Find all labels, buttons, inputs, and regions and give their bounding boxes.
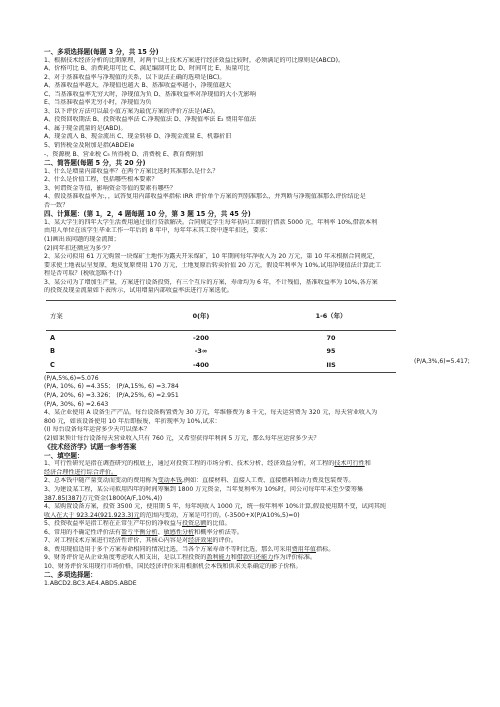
answer-line	[44, 460, 462, 469]
question-text: (1)画出该问题的现金流图；	[44, 236, 120, 244]
answer-text: 3、为建设某工程，某公司拟用四年的时间筹集到 1800 万元资金，当年复利率为 10%时，问公司每年年末至少要筹集	[44, 485, 364, 493]
table-header-cell: 1-6（年）	[266, 300, 396, 330]
answer-text: 1、可行性研究是指在调查研究的根底上，通过对投资工程的市场分析、技术分析、经济效益分析，对工程的	[44, 460, 335, 468]
answer-section-fill: 一、填空题：	[44, 451, 84, 460]
question-options: A、现金流入 B、现金流出 C、现金转移 D、净现金流量 E、机器折旧	[44, 133, 232, 141]
table-cell: 95	[326, 347, 336, 356]
question-text: 1、根据技术经济分析的比期原理，对两个以上技术方案进行经济效益比较时，必须满足的可比原则是(ABCD)。	[44, 56, 345, 64]
section-title-multiple-choice: 一、多项选择题(每题 3 分，共 15 分)	[44, 48, 159, 56]
question-text: 1、什么是增量内部收益率？在两个方案比选时其准那么是什么？	[44, 167, 219, 175]
answer-blank: 借款归还能力	[236, 554, 274, 562]
answer-blank: 变动本钱	[157, 477, 182, 485]
table-header-cell: 方案	[46, 300, 136, 330]
answer-blank: 盈利能力	[206, 554, 231, 562]
table-cell: -3∞	[194, 347, 208, 356]
question-text: 程是否可取？(税收忽略不计)	[44, 270, 122, 278]
answer-blank-line: 经济合理性进行综合评价。	[44, 468, 118, 476]
question-text: (2)问年扣还额应为多少？	[44, 244, 114, 252]
answer-text: 2、总本钱中随产量变动而变动的费用称为	[44, 477, 158, 485]
table-row	[46, 358, 396, 372]
question-text: 由用人单位在该学生毕业工作一年后的 8 年中，每年年末其工资中逐年扣还，要求：	[44, 227, 272, 235]
question-text: 3、以下评价方法可以最小值方案为最优方案的评价方法是(AE)。	[44, 107, 220, 115]
table-cell: IIS	[266, 358, 396, 372]
section-title-short-answer: 二、简答题(每题 5 分，共 20 分)	[44, 159, 146, 168]
answer-line	[44, 477, 462, 486]
question-options: A、基准收益率越大，净现值也越大 B、基准收益率越小，净现值越大	[44, 82, 232, 90]
question-text: 4、某企业使用 A 设备生产产品，每台设备购置费为 30 万元，年维修费为 8 千元，每天运营费为 320 元，每天营业收入为	[44, 409, 378, 417]
answer-text: 7、对工程技术方案进行经济性评价，其核心内容是对	[44, 537, 189, 545]
answer-blank: 费用年值	[291, 545, 317, 553]
answer-blank: 敏感性分析	[163, 528, 195, 536]
answer-text: 9、财务评价是从企业角度考虑收入和支出，是以工程投资的	[44, 554, 207, 562]
question-options: A、投资回收期法 B、投资收益率法 C.净现值法 D、净现值率法 E₂ 费用年值法	[44, 116, 256, 124]
question-options: E、当基准收益率无穷小时，净现值为负	[44, 99, 152, 107]
table-row	[46, 330, 396, 344]
answer-text: 和	[230, 554, 237, 562]
table-row	[46, 344, 396, 358]
formula-line: (P/A, 20%, 6) =3.326； (P/A,25%, 6) =2.951	[44, 391, 179, 399]
answer-text: 和概率分析法等。	[194, 528, 243, 536]
question-text: 要求使土地表层呈复原，地皮复原费用 170 万元，土地复原后转卖价值 20 万元，假设年利率为 10%,试用净现值法计算此工	[44, 261, 382, 269]
question-text: (I) 每台设备每年运营多少天可以保本？	[44, 426, 150, 434]
table-cell: -400	[136, 358, 266, 372]
answer-blank: 387.85(387)	[44, 494, 82, 502]
answer-text: 作为评价标准。	[273, 554, 317, 562]
answer-key-title: 《技术经济学》试题一参考答案	[44, 443, 137, 452]
answer-blank: 投资总额	[181, 520, 207, 528]
answer-line	[44, 537, 462, 546]
question-text: 3、何谓资金等值，影响资金等值的要素有哪些？	[44, 184, 176, 192]
answer-text: 10、财务评价采用现行市场价格，国民经济评价采用根据机会本钱和供求关系确定的影子价格。	[44, 562, 302, 570]
answer-blank: 收入在大于 923.24(921.923.3)元	[44, 511, 140, 519]
answer-text: 4、某购置设备方案，投资 3500 元，使用期 5 年，每年纯收入 1000 元，统一按年利率 10%计算,假设使用期不变，试问其纯	[44, 503, 387, 511]
question-text: 2、什么是价值工程，包括哪些根本要素？	[44, 176, 158, 184]
answer-text: 6、常用的不确定性评价法有	[44, 528, 122, 536]
question-text: 2、某公司拟用 61 万元购置一块煤矿土地作为露天开采煤矿，10 年期间每年净收入为 20 万元，第 10 年末根据合同规定，	[44, 253, 379, 261]
answer-text: 的评价。	[212, 537, 237, 545]
answer-line	[44, 554, 462, 563]
answer-text: 万元资金(1800(A/F,10%,4))	[81, 494, 163, 502]
table-header-row	[46, 300, 396, 330]
answer-line	[44, 520, 462, 529]
answer-blank: 经济效果	[188, 537, 213, 545]
answer-section-multiple-choice: 二、多项选择题：	[44, 571, 97, 580]
answer-text: 指标。	[316, 545, 335, 553]
question-text: 的投资及现金流量如下表所示，试用增量内部收益率法进行方案选优。	[44, 287, 233, 295]
question-text: 3、某公司为了增加生产量，方案进行设备投资，有三个互斥的方案，寿命均为 6 年，不计残值，基准收益率为 10%,各方案	[44, 278, 378, 286]
answer-line	[44, 546, 462, 555]
answer-line	[44, 529, 462, 538]
table-cell: C	[46, 358, 136, 372]
question-text: 4、属于现金流量的是(ABD)。	[44, 124, 127, 132]
question-options: C、当基准收益率无穷大时，净现值为负 D、基准收益率对净现值的大小无影响	[44, 90, 256, 98]
question-text: 2、对于基准收益率与净现值的关系，以下说法正确的选项是(BC)。	[44, 73, 226, 81]
formula-line: (P/A, 30%, 6) =2.643	[44, 400, 109, 408]
answer-line	[44, 512, 462, 521]
answer-text: 的比值。	[206, 520, 231, 528]
table-cell: -200	[193, 333, 209, 342]
question-text: 800 元，如该设备使用 10 年后即报废，年折现率为 10%,试求：	[44, 417, 221, 425]
answer-blank: 盈亏平衡分析	[121, 528, 158, 536]
section-title-calculation: 四、计算题：(第 1，2，4 题每题 10 分，第 3 题 15 分，共 45 分)	[44, 210, 251, 219]
table-header-cell: 0(年)	[136, 300, 266, 330]
answer-text: 5、投资收益率是指工程在正常生产年份的净收益与	[44, 520, 182, 528]
table-cell: A	[50, 333, 56, 342]
question-options: A、价格可比 B、消费耗用可比 C、满足编制可比 D、时间可比 E、质量可比	[44, 65, 250, 73]
answer-text: 1.ABCD2.BC3.AE4.ABD5.ABDE	[44, 579, 137, 587]
question-text: 否一致？	[44, 201, 69, 209]
answer-text: 和	[364, 460, 371, 468]
answer-text: 、	[157, 528, 164, 536]
table-cell: B	[50, 347, 56, 356]
formula-line: (P/A, 10%, 6) =4.355； (P/A,15%, 6) =3.784	[44, 383, 179, 391]
question-text: 4、假设基准收益率为:，，试答复用内部收益率指标 IRR 评价单个方案的判别准那么，并判断与净现值准那么评价结论是	[44, 193, 366, 201]
answer-text: ,例如：直接材料、直接人工费、直接燃料和动力费及包装费等。	[181, 477, 355, 485]
answer-text: 8、费用现值适用于多个方案寿命相同的情况比选，当各个方案寿命不等时比选，那么可采用	[44, 545, 292, 553]
table-cell: 70	[326, 333, 336, 342]
formula-line: (P/A,5%,6)=5.076	[44, 374, 99, 382]
answer-text: 的范围内变动，方案是可行的。(-3500+X(P/A10%,5)=0)	[139, 511, 300, 519]
answer-blank: 技术可行性	[334, 460, 365, 468]
question-text: (2)如果预计每台设备每天营业收入只有 760 元，又希望获得年利润 5 万元，那么每年应运营多少天？	[44, 434, 320, 442]
question-options: -、资源税 B、营业税 C₅ 所得税 D、消费税 E、教育费附加	[44, 150, 204, 158]
answer-line	[44, 495, 462, 504]
investment-table	[46, 300, 396, 373]
investment-table-wrap	[44, 300, 470, 373]
question-text: 5、销售税金及附加是指(ABDE)e	[44, 142, 135, 150]
side-formula-note: (P/A,3%,6)=5.417;	[414, 357, 470, 365]
question-text: 1、某大学生的四年大学生活费用通过银行贷款解决。合同规定学生每年初向工商银行借款 5000 元，年利率 10%,借款本利	[44, 218, 378, 226]
